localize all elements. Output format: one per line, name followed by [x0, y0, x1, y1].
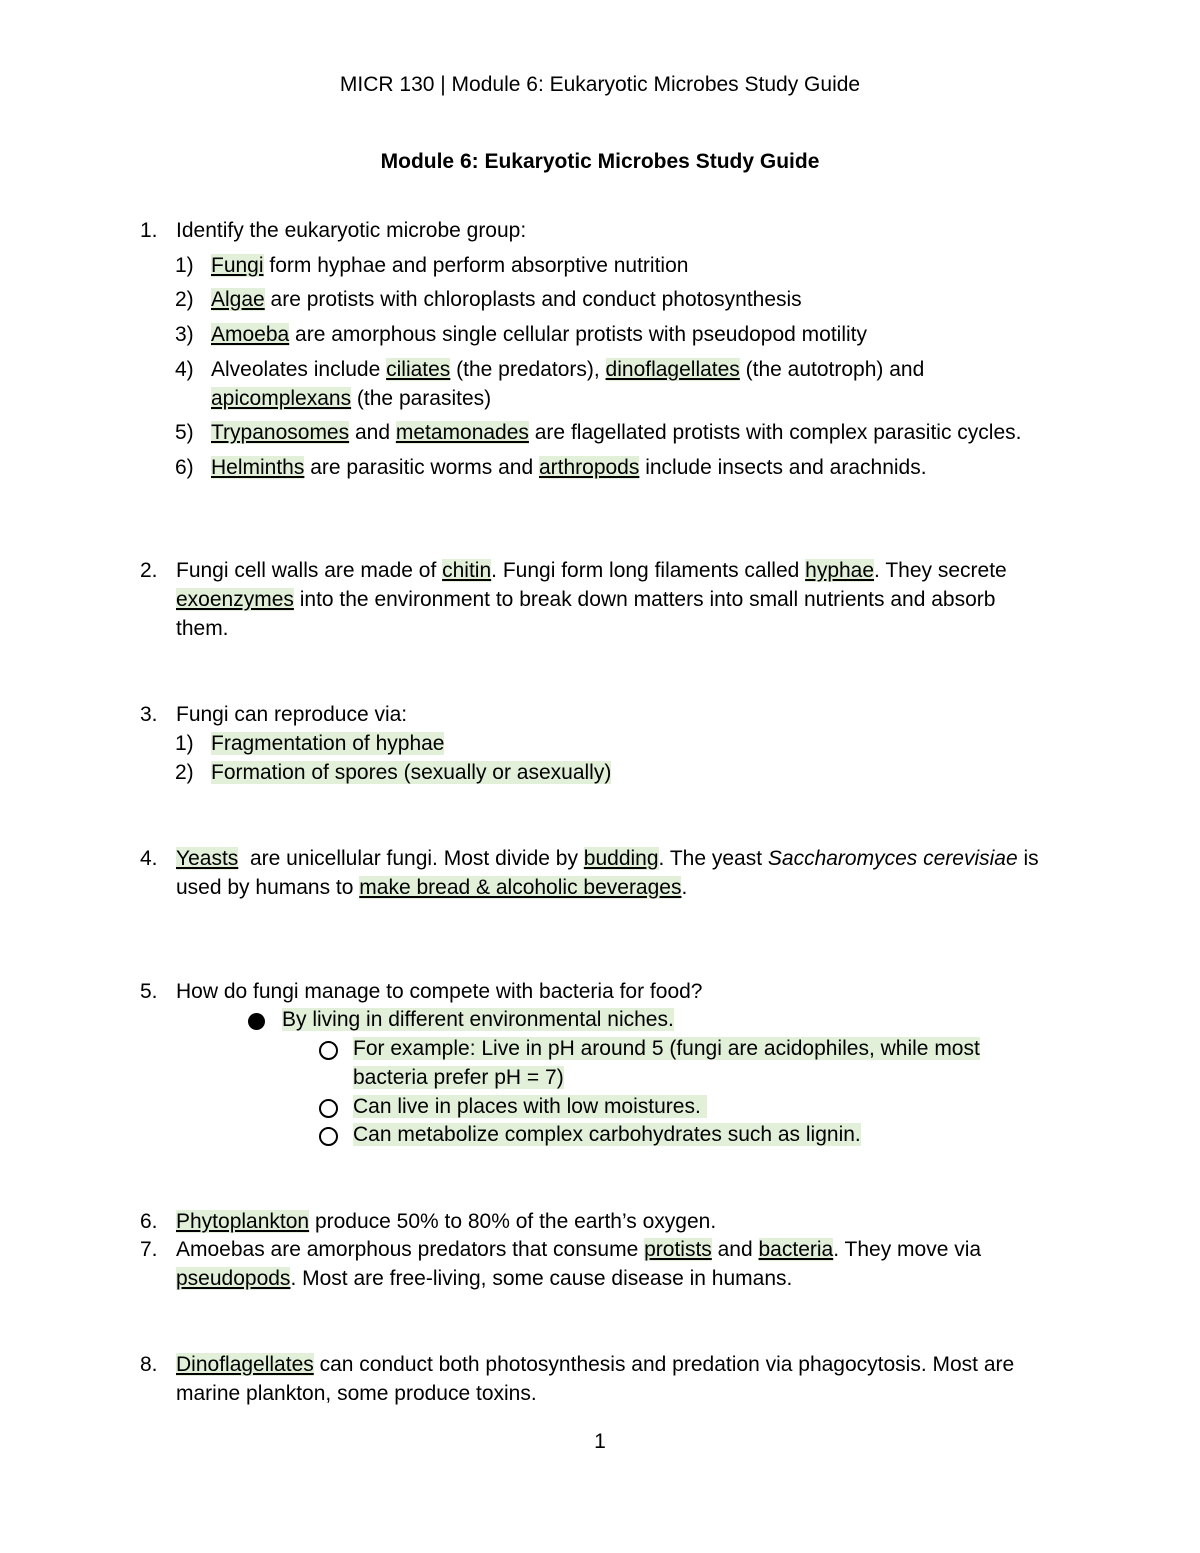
- q4-text2: . The yeast: [658, 847, 768, 870]
- q8-text: can conduct both photosynthesis and predation via phagocytosis. Most are: [313, 1353, 1015, 1376]
- q7-text4: . Most are free-living, some cause disease in humans.: [290, 1267, 793, 1290]
- q1-item1-text: form hyphae and perform absorptive nutrition: [263, 254, 689, 277]
- q5-sub1-cont: [353, 1064, 564, 1092]
- q6-text: produce 50% to 80% of the earth’s oxygen.: [309, 1210, 717, 1233]
- q4-text: are unicellular fungi. Most divide by: [238, 847, 584, 870]
- q6-number: 6.: [140, 1210, 158, 1233]
- page-number: 1: [594, 1430, 606, 1453]
- page-title: Module 6: Eukaryotic Microbes Study Guide: [380, 150, 820, 173]
- q2-line1: [176, 557, 1007, 585]
- term-bacteria: bacteria: [758, 1238, 834, 1261]
- q1-item6-number: 6): [175, 456, 194, 479]
- term-budding: budding: [583, 847, 659, 870]
- q5-intro: How do fungi manage to compete with bacteria for food?: [176, 980, 703, 1003]
- q5-sub1-text: For example: Live in pH around 5 (fungi are acidophiles, while most: [353, 1037, 980, 1060]
- q1-item5: [211, 419, 1021, 447]
- term-arthropods: arthropods: [538, 456, 640, 479]
- q1-item4-text: Alveolates include: [211, 358, 387, 381]
- q1-item5-number: 5): [175, 421, 194, 444]
- q1-item5-text2: are flagellated protists with complex parasitic cycles.: [528, 421, 1022, 444]
- q3-number: 3.: [140, 703, 158, 726]
- bullet-open-icon: [319, 1041, 338, 1060]
- q4-number: 4.: [140, 847, 158, 870]
- q1-item4-cont: [211, 385, 491, 413]
- q5-sub1: [353, 1035, 980, 1063]
- q2-number: 2.: [140, 559, 158, 582]
- q5-bullet1: [282, 1006, 674, 1034]
- q1-item6-text2: include insects and arachnids.: [639, 456, 927, 479]
- q1-item4-text2: (the predators),: [450, 358, 606, 381]
- q1-number: 1.: [140, 219, 158, 242]
- q5-sub3-text: Can metabolize complex carbohydrates such as lignin.: [353, 1123, 861, 1146]
- q5-sub3: [353, 1121, 861, 1149]
- term-metamonades: metamonades: [395, 421, 529, 444]
- q3-item2-number: 2): [175, 761, 194, 784]
- q1-item4-number: 4): [175, 358, 194, 381]
- term-phytoplankton: Phytoplankton: [176, 1210, 310, 1233]
- term-amoeba: Amoeba: [211, 323, 290, 346]
- q1-item6: [211, 454, 927, 482]
- term-exoenzymes: exoenzymes: [176, 588, 294, 611]
- term-dinoflagellates: dinoflagellates: [605, 358, 740, 381]
- q1-item1-number: 1): [175, 254, 194, 277]
- term-hyphae: hyphae: [805, 559, 875, 582]
- q2-text: Fungi cell walls are made of: [176, 559, 443, 582]
- bullet-open-icon: [319, 1127, 338, 1146]
- q1-item3-text: are amorphous single cellular protists with pseudopod motility: [289, 323, 868, 346]
- q1-item5-text: and: [349, 421, 396, 444]
- q2-line3: them.: [176, 617, 229, 640]
- term-helminths: Helminths: [211, 456, 305, 479]
- q3-item2-text: Formation of spores (sexually or asexually): [211, 761, 612, 784]
- q4-line2: [176, 874, 687, 902]
- q6-line: [176, 1208, 716, 1236]
- q4-text5: .: [681, 876, 688, 899]
- q4-line1: [176, 845, 1039, 873]
- q7-text2: and: [711, 1238, 759, 1261]
- term-protists: protists: [644, 1238, 712, 1261]
- q1-item6-text: are parasitic worms and: [304, 456, 539, 479]
- q1-item4-text4: (the parasites): [351, 387, 492, 410]
- q3-item2: [211, 759, 611, 787]
- q8-line1: [176, 1351, 1014, 1379]
- term-trypanosomes: Trypanosomes: [211, 421, 350, 444]
- q1-item2-number: 2): [175, 288, 194, 311]
- species-name: Saccharomyces cerevisiae: [767, 847, 1018, 870]
- q5-sub2: [353, 1093, 707, 1121]
- q3-item1-text: Fragmentation of hyphae: [211, 732, 445, 755]
- term-dinoflagellates-q8: Dinoflagellates: [176, 1353, 314, 1376]
- q1-item4-text3: (the autotroph) and: [739, 358, 925, 381]
- term-chitin: chitin: [442, 559, 492, 582]
- q3-item1: [211, 730, 444, 758]
- q2-text2: . Fungi form long filaments called: [491, 559, 806, 582]
- q3-intro: Fungi can reproduce via:: [176, 703, 408, 726]
- q7-number: 7.: [140, 1238, 158, 1261]
- term-fungi: Fungi: [211, 254, 264, 277]
- term-apicomplexans: apicomplexans: [211, 387, 352, 410]
- q1-item2-text: are protists with chloroplasts and conduct photosynthesis: [264, 288, 802, 311]
- q2-text3: . They secrete: [874, 559, 1007, 582]
- q7-line1: [176, 1236, 981, 1264]
- q5-bullet1-text: By living in different environmental niches.: [282, 1008, 674, 1031]
- q8-number: 8.: [140, 1353, 158, 1376]
- page-header: MICR 130 | Module 6: Eukaryotic Microbes Study Guide: [339, 73, 861, 96]
- q5-number: 5.: [140, 980, 158, 1003]
- q5-sub2-text: Can live in places with low moistures.: [353, 1095, 707, 1118]
- q3-item1-number: 1): [175, 732, 194, 755]
- q8-line2: marine plankton, some produce toxins.: [176, 1382, 537, 1405]
- bullet-open-icon: [319, 1099, 338, 1118]
- q7-text3: . They move via: [833, 1238, 982, 1261]
- term-yeasts: Yeasts: [176, 847, 239, 870]
- bullet-filled-icon: [248, 1013, 265, 1030]
- q5-sub1-text2: bacteria prefer pH = 7): [353, 1066, 564, 1089]
- q1-item3: [211, 321, 867, 349]
- q1-item1: [211, 252, 688, 280]
- term-algae: Algae: [211, 288, 265, 311]
- q7-line2: [176, 1265, 792, 1293]
- term-ciliates: ciliates: [386, 358, 451, 381]
- q4-text3: is: [1017, 847, 1039, 870]
- term-pseudopods: pseudopods: [176, 1267, 291, 1290]
- q1-item4: [211, 356, 924, 384]
- term-bread-beverages: make bread & alcoholic beverages: [359, 876, 682, 899]
- q4-text4: used by humans to: [176, 876, 360, 899]
- q1-item3-number: 3): [175, 323, 194, 346]
- q7-text: Amoebas are amorphous predators that consume: [176, 1238, 645, 1261]
- q1-item2: [211, 286, 802, 314]
- q1-intro: Identify the eukaryotic microbe group:: [176, 219, 527, 242]
- q2-text4: into the environment to break down matters into small nutrients and absorb: [293, 588, 996, 611]
- q2-line2: [176, 586, 995, 614]
